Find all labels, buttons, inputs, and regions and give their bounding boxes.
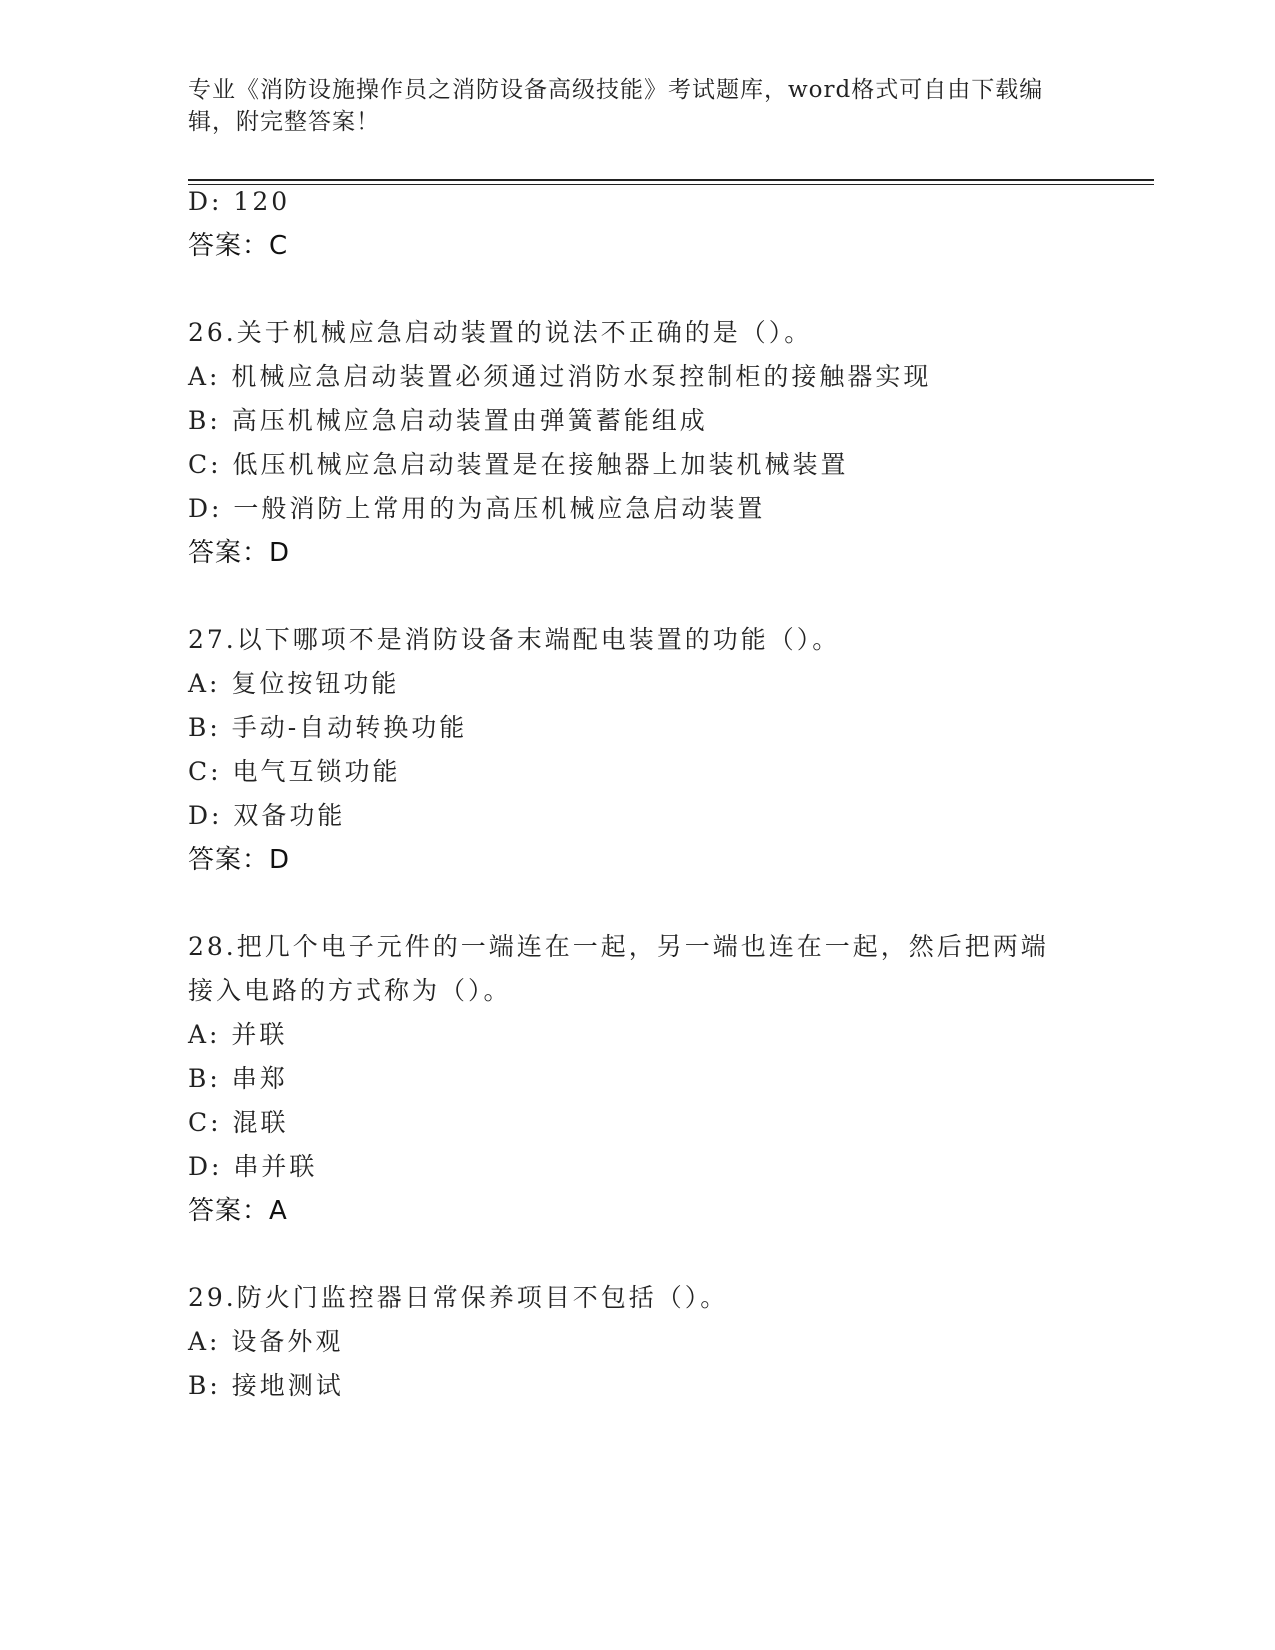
q29-stem: 29.防火门监控器日常保养项目不包括（）。 [188,1283,729,1312]
prev-answer: 答案：C [188,231,289,261]
q29-option-b: B: 接地测试 [188,1371,344,1400]
page-header: 专业《消防设施操作员之消防设备高级技能》考试题库，word格式可自由下载编辑，附完整答案！ [188,77,1044,135]
q27-option-a: A: 复位按钮功能 [188,669,400,698]
q27-option-d: D: 双备功能 [188,801,346,830]
q28-option-d: D: 串并联 [188,1152,318,1181]
q28-option-b: B: 串郑 [188,1064,288,1093]
q29-option-a: A: 设备外观 [188,1327,344,1356]
prev-option-d: D: 120 [188,187,291,216]
header-divider-thin [188,184,1154,185]
q28-option-c: C: 混联 [188,1108,289,1137]
q28-stem-line1: 28.把几个电子元件的一端连在一起，另一端也连在一起，然后把两端 [188,932,1049,961]
q27-option-b: B: 手动-自动转换功能 [188,713,468,742]
q26-answer: 答案：D [188,538,291,568]
q26-option-d: D: 一般消防上常用的为高压机械应急启动装置 [188,494,766,523]
q28-option-a: A: 并联 [188,1020,288,1049]
q28-answer: 答案：A [188,1196,288,1226]
q26-option-b: B: 高压机械应急启动装置由弹簧蓄能组成 [188,406,708,435]
q28-stem-line2: 接入电路的方式称为（）。 [188,976,512,1005]
q27-answer: 答案：D [188,845,291,875]
q26-stem: 26.关于机械应急启动装置的说法不正确的是（）。 [188,318,813,347]
q26-option-c: C: 低压机械应急启动装置是在接触器上加装机械装置 [188,450,849,479]
q27-option-c: C: 电气互锁功能 [188,757,401,786]
q27-stem: 27.以下哪项不是消防设备末端配电装置的功能（）。 [188,625,841,654]
q26-option-a: A: 机械应急启动装置必须通过消防水泵控制柜的接触器实现 [188,362,932,391]
header-divider-thick [188,179,1154,181]
